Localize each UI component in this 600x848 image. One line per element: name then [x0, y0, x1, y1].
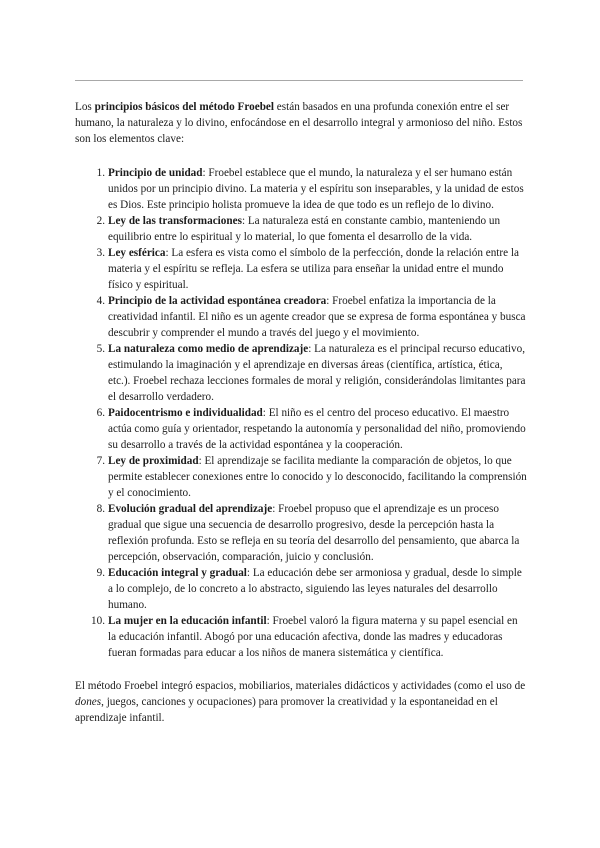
- list-item-term: La mujer en la educación infantil: [108, 615, 267, 627]
- list-item-term: Principio de la actividad espontánea creadora: [108, 295, 327, 307]
- list-item: [75, 501, 527, 565]
- list-item-number: 3.: [96, 247, 105, 259]
- list-item-text: : Froebel establece que el mundo, la naturaleza y el ser humano están unidos por un principio divino. La materia y el espíritu son inseparables, y la unidad de estos es Dios. Este principio holista promueve la idea de que todo es un reflejo de lo divino.: [108, 167, 524, 211]
- list-item-term: Principio de unidad: [108, 167, 203, 179]
- list-item: [75, 293, 527, 341]
- list-item-number: 8.: [96, 503, 105, 515]
- list-item: [75, 613, 527, 661]
- list-item-text: : El aprendizaje se facilita mediante la comparación de objetos, lo que permite establecer conexiones entre lo conocido y lo desconocido, facilitando la comprensión y el conocimiento.: [108, 455, 527, 499]
- list-item: [75, 245, 527, 293]
- list-item-number: 4.: [96, 295, 105, 307]
- list-item-text: : Froebel propuso que el aprendizaje es un proceso gradual que sigue una secuencia de desarrollo progresivo, desde la percepción hasta la reflexión profunda. Esto se refleja en su teoría del desarrollo del pensamiento, que abarca la percepción, observación, comparación, juicio y conclusión.: [108, 503, 520, 563]
- list-item-text: : El niño es el centro del proceso educativo. El maestro actúa como guía y orientador, respetando la autonomía y personalidad del niño, promoviendo su desarrollo a través de la actividad espontánea y la cooperación.: [108, 407, 526, 451]
- list-item: [75, 453, 527, 501]
- list-item-number: 7.: [96, 455, 105, 467]
- list-item-text: : La educación debe ser armoniosa y gradual, desde lo simple a lo complejo, de lo concreto a lo abstracto, siguiendo las leyes naturales del desarrollo humano.: [108, 567, 522, 611]
- list-item-number: 5.: [96, 343, 105, 355]
- intro-lead: Los: [75, 101, 95, 113]
- header-divider: [75, 80, 523, 81]
- intro-rest: están basados en una profunda conexión entre el ser humano, la naturaleza y lo divino, enfocándose en el desarrollo integral y armonioso del niño. Estos son los elementos clave:: [75, 101, 523, 145]
- list-item-text: : La naturaleza está en constante cambio, manteniendo un equilibrio entre lo espiritual y lo material, lo que fomenta el desarrollo de la vida.: [108, 215, 501, 243]
- list-item-number: 2.: [96, 215, 105, 227]
- list-item-text: : Froebel valoró la figura materna y su papel esencial en la educación infantil. Abogó por una educación afectiva, donde las madres y educadoras fueran formadas para educar a los niños de manera sistemática y científica.: [108, 615, 518, 659]
- list-item-text: : Froebel enfatiza la importancia de la creatividad infantil. El niño es un agente creador que se expresa de forma espontánea y busca descubrir y comprender el mundo a través del juego y el movimiento.: [108, 295, 526, 339]
- intro-paragraph: [75, 99, 527, 147]
- list-item-term: Ley de las transformaciones: [108, 215, 242, 227]
- list-item: [75, 213, 527, 245]
- principles-list: [75, 165, 527, 661]
- closing-rest: , juegos, canciones y ocupaciones) para promover la creatividad y la espontaneidad en el aprendizaje infantil.: [75, 696, 498, 724]
- list-item-text: : La esfera es vista como el símbolo de la perfección, donde la relación entre la materia y el espíritu se refleja. La esfera se utiliza para enseñar la unidad entre el mundo físico y espiritual.: [108, 247, 519, 291]
- list-item: [75, 341, 527, 405]
- list-item: [75, 165, 527, 213]
- closing-lead: El método Froebel integró espacios, mobiliarios, materiales didácticos y actividades (como el uso de: [75, 680, 526, 692]
- list-item-term: Ley de proximidad: [108, 455, 199, 467]
- list-item-number: 10.: [91, 615, 105, 627]
- list-item: [75, 405, 527, 453]
- list-item-text: : La naturaleza es el principal recurso educativo, estimulando la imaginación y el aprendizaje en diversas áreas (científica, artística, ética, etc.). Froebel rechaza lecciones formales de moral y religión, considerándolas limitantes para el desarrollo verdadero.: [108, 343, 526, 403]
- closing-paragraph: [75, 678, 527, 726]
- intro-bold-term: principios básicos del método Froebel: [94, 101, 274, 113]
- list-item-number: 6.: [96, 407, 105, 419]
- list-item-term: Evolución gradual del aprendizaje: [108, 503, 273, 515]
- closing-italic-term: dones: [75, 696, 102, 708]
- list-item: [75, 565, 527, 613]
- document-body: [75, 99, 527, 726]
- list-item-number: 1.: [96, 167, 105, 179]
- list-item-term: Paidocentrismo e individualidad: [108, 407, 263, 419]
- list-item-term: Educación integral y gradual: [108, 567, 247, 579]
- list-item-term: Ley esférica: [108, 247, 166, 259]
- list-item-number: 9.: [96, 567, 105, 579]
- list-item-term: La naturaleza como medio de aprendizaje: [108, 343, 309, 355]
